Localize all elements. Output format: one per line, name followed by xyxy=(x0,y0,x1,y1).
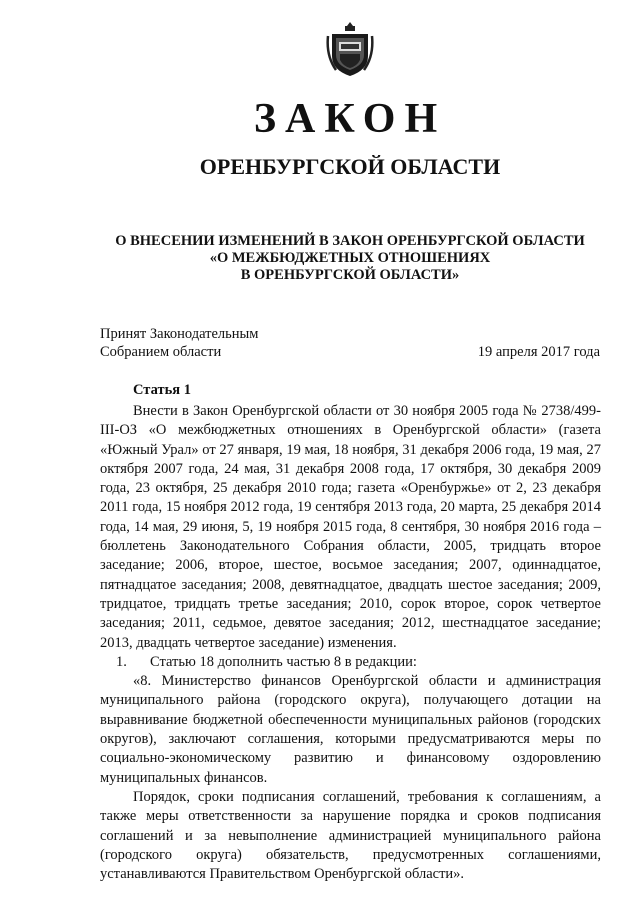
region-subtitle: ОРЕНБУРГСКОЙ ОБЛАСТИ xyxy=(199,154,501,179)
list-item-text: Статью 18 дополнить частью 8 в редакции: xyxy=(150,653,417,670)
quoted-paragraph: Порядок, сроки подписания соглашений, требования к соглашениям, а также меры ответственности за нарушение порядка и сроков подписания соглашений и за невыполнение администрацией муниципального района (городского округа) обязательств, предусмотренных соглашениями, устанавливаются Правительством Оренбургской области». xyxy=(100,788,601,883)
article-intro: Внести в Закон Оренбургской области от 30 ноября 2005 года № 2738/499-III-ОЗ «О межбюджетных отношениях в Оренбургской области» (газета «Южный Урал» от 27 января, 19 мая, 18 ноября, 31 декабря 2006 года, 19 мая, 27 октября 2007 года, 24 мая, 31 декабря 2008 года, 17 октября, 30 декабря 2009 года, 23 октября, 25 декабря 2010 года; газета «Оренбуржье» от 2, 23 декабря 2011 года, 15 ноября 2012 года, 19 сентября 2013 года, 20 марта, 25 декабря 2014 года, 14 мая, 29 июня, 5, 19 ноября 2015 года, 8 сентября, 30 ноября 2016 года – бюллетень Законодательного Собрания области, 2005, тридцать второе заседание; 2006, второе, шестое, восьмое заседания; 2007, одиннадцатое, пятнадцатое заседания; 2008, девятнадцатое, двадцать шестое заседания; 2009, тридцатое, тридцать третье заседания; 2010, сорок второе, сорок четвертое заседания; 2011, седьмое, девятое заседания; 2012, шестнадцатое заседание; 2013, двадцать четвертое заседание) изменения. xyxy=(100,403,601,651)
adoption-line: Принят Законодательным xyxy=(100,326,259,342)
list-item xyxy=(100,653,601,672)
adoption-line: Собранием области xyxy=(100,344,222,360)
article-body xyxy=(100,402,601,884)
coat-of-arms-icon xyxy=(326,18,374,78)
amendment-title xyxy=(100,233,600,284)
amendment-title-line: В ОРЕНБУРГСКОЙ ОБЛАСТИ» xyxy=(240,267,460,283)
adoption-block xyxy=(100,325,600,361)
law-title: ЗАКОН xyxy=(253,96,447,142)
amendment-title-line: «О МЕЖБЮДЖЕТНЫХ ОТНОШЕНИЯХ xyxy=(209,250,491,266)
amendment-title-line: О ВНЕСЕНИИ ИЗМЕНЕНИЙ В ЗАКОН ОРЕНБУРГСКОЙ ОБЛАСТИ xyxy=(115,233,585,249)
list-item-number: 1. xyxy=(116,653,127,670)
quoted-paragraph: «8. Министерство финансов Оренбургской области и администрация муниципального района (городского округа), получающего дотации на выравнивание бюджетной обеспеченности муниципальных районов (городских округов), заключают соглашения, которыми предусматриваются меры по социально-экономическому развитию и финансовому оздоровлению муниципальных финансов. xyxy=(100,673,601,786)
article-heading: Статья 1 xyxy=(133,382,191,398)
adoption-date: 19 апреля 2017 года xyxy=(477,344,600,360)
